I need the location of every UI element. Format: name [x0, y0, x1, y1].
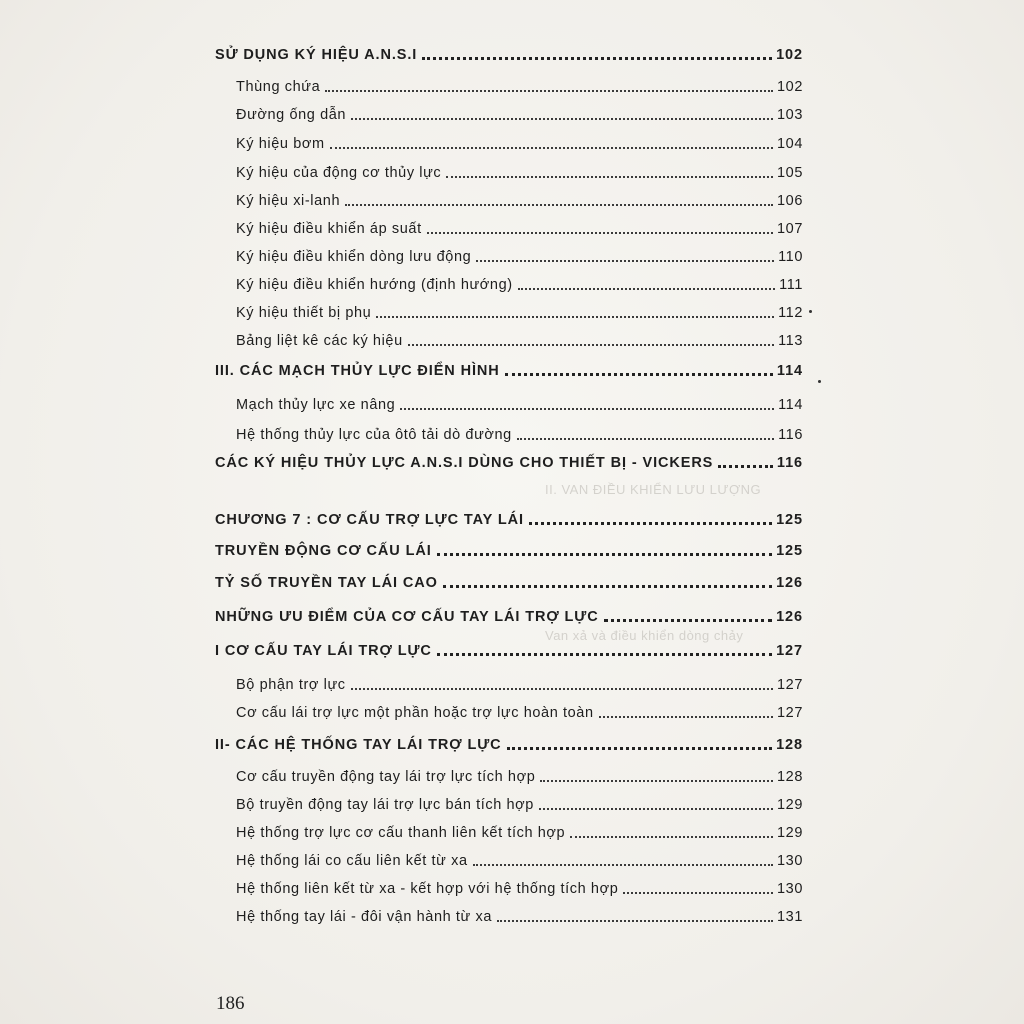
toc-entry-label: Mạch thủy lực xe nâng	[236, 397, 396, 413]
toc-entry-page-number: 104	[777, 136, 803, 152]
toc-entry-page-number: 105	[777, 165, 803, 181]
toc-entry	[236, 672, 803, 694]
dot-leader	[540, 780, 773, 782]
toc-entry-label: Hệ thống tay lái - đôi vận hành từ xa	[236, 909, 492, 925]
toc-entry-page-number: 110	[778, 249, 803, 265]
toc-entry-label: Bộ phận trợ lực	[236, 677, 346, 693]
toc-entry-page-number: 129	[777, 825, 803, 841]
toc-entry	[215, 538, 803, 560]
toc-entry-label: Đường ống dẫn	[236, 107, 347, 123]
toc-entry-page-number: 128	[777, 769, 803, 785]
toc-entry-label: Hệ thống liên kết từ xa - kết hợp với hệ thống tích hợp	[236, 881, 619, 897]
dot-leader	[604, 619, 772, 622]
toc-entry-page-number: 127	[777, 705, 803, 721]
toc-entry-page-number: 111	[779, 277, 803, 293]
dot-leader	[497, 920, 773, 922]
toc-entry-page-number: 128	[776, 737, 803, 753]
toc-entry-label: I CƠ CẤU TAY LÁI TRỢ LỰC	[215, 643, 432, 659]
toc-entry-page-number: 114	[778, 397, 803, 413]
dot-leader	[351, 688, 773, 690]
toc-entry	[236, 392, 803, 414]
dot-leader	[437, 553, 772, 556]
dot-leader	[345, 204, 773, 206]
toc-entry	[215, 638, 803, 660]
toc-entry	[215, 450, 803, 472]
toc-entry-label: Cơ cấu lái trợ lực một phần hoặc trợ lực hoàn toàn	[236, 705, 594, 721]
toc-entry-label: Ký hiệu điều khiển dòng lưu động	[236, 249, 472, 265]
dot-leader	[427, 232, 773, 234]
toc-entry-page-number: 106	[777, 193, 803, 209]
toc-entry-label: CHƯƠNG 7 : CƠ CẤU TRỢ LỰC TAY LÁI	[215, 512, 524, 528]
toc-entry	[236, 102, 803, 124]
toc-entry	[215, 570, 803, 592]
toc-entry-page-number: 126	[776, 609, 803, 625]
toc-entry-label: III. CÁC MẠCH THỦY LỰC ĐIỂN HÌNH	[215, 363, 500, 379]
toc-entry-page-number: 107	[777, 221, 803, 237]
dot-leader	[422, 57, 772, 60]
dot-leader	[400, 408, 774, 410]
toc-entry	[236, 216, 803, 238]
toc-entry	[215, 507, 803, 529]
toc-entry-label: Ký hiệu thiết bị phụ	[236, 305, 372, 321]
dot-leader	[718, 465, 773, 468]
bleed-through-text: II. VAN ĐIỀU KHIỂN LƯU LƯỢNG	[545, 482, 762, 497]
dot-leader	[437, 653, 772, 656]
toc-entry	[236, 131, 803, 153]
dot-leader	[570, 836, 773, 838]
toc-entry-page-number: 125	[776, 512, 803, 528]
dot-leader	[518, 288, 775, 290]
toc-entry-page-number: 127	[777, 677, 803, 693]
toc-entry-page-number: 130	[777, 853, 803, 869]
toc-entry	[236, 272, 803, 294]
toc-entry-page-number: 116	[778, 427, 803, 443]
dot-leader	[507, 747, 773, 750]
toc-entry	[236, 244, 803, 266]
dot-leader	[408, 344, 774, 346]
dot-leader	[446, 176, 773, 178]
toc-entry-label: Ký hiệu điều khiển áp suất	[236, 221, 422, 237]
toc-entry	[236, 422, 803, 444]
dot-leader	[517, 438, 774, 440]
toc-entry-page-number: 116	[776, 455, 803, 471]
toc-entry-label: Hệ thống lái co cấu liên kết từ xa	[236, 853, 468, 869]
toc-entry-page-number: 102	[776, 47, 803, 63]
dot-leader	[505, 373, 773, 376]
dot-leader	[473, 864, 773, 866]
toc-entry-page-number: 114	[776, 363, 803, 379]
toc-entry	[236, 300, 803, 322]
toc-entry-page-number: 112	[778, 305, 803, 321]
toc-entry-label: Hệ thống trợ lực cơ cấu thanh liên kết tích hợp	[236, 825, 566, 841]
toc-entry	[215, 732, 803, 754]
toc-entry-label: TRUYỀN ĐỘNG CƠ CẤU LÁI	[215, 543, 432, 559]
toc-entry	[215, 42, 803, 64]
toc-entry-page-number: 126	[776, 575, 803, 591]
dot-leader	[330, 147, 773, 149]
toc-entry-page-number: 102	[777, 79, 803, 95]
toc-entry-page-number: 130	[777, 881, 803, 897]
toc-entry	[236, 904, 803, 926]
toc-entry-label: Thùng chứa	[236, 79, 321, 95]
toc-entry-label: II- CÁC HỆ THỐNG TAY LÁI TRỢ LỰC	[215, 737, 502, 753]
toc-entry-page-number: 127	[776, 643, 803, 659]
toc-entry	[236, 160, 803, 182]
page-number: 186	[216, 993, 245, 1014]
toc-entry-page-number: 129	[777, 797, 803, 813]
toc-entry	[236, 820, 803, 842]
toc-entry	[236, 700, 803, 722]
toc-entry	[236, 188, 803, 210]
toc-entry	[236, 792, 803, 814]
toc-entry	[215, 358, 803, 380]
toc-entry-label: Bảng liệt kê các ký hiệu	[236, 333, 403, 349]
dot-leader	[376, 316, 774, 318]
dot-leader	[599, 716, 773, 718]
toc-entry-page-number: 113	[778, 333, 803, 349]
toc-entry-page-number: 131	[777, 909, 803, 925]
dot-leader	[529, 522, 772, 525]
dot-leader	[539, 808, 773, 810]
toc-entry-label: CÁC KÝ HIỆU THỦY LỰC A.N.S.I DÙNG CHO THIẾT BỊ - VICKERS	[215, 455, 714, 471]
toc-entry-label: Ký hiệu bơm	[236, 136, 325, 152]
toc-entry	[215, 604, 803, 626]
toc-entry-label: SỬ DỤNG KÝ HIỆU A.N.S.I	[215, 47, 418, 63]
toc-entry-page-number: 103	[777, 107, 803, 123]
toc-entry-label: NHỮNG ƯU ĐIỂM CỦA CƠ CẤU TAY LÁI TRỢ LỰC	[215, 609, 599, 625]
toc-entry-label: Ký hiệu của động cơ thủy lực	[236, 165, 442, 181]
toc-entry-label: TỶ SỐ TRUYỀN TAY LÁI CAO	[215, 575, 438, 591]
toc-entry	[236, 328, 803, 350]
toc-entry-page-number: 125	[776, 543, 803, 559]
toc-entry-label: Ký hiệu điều khiển hướng (định hướng)	[236, 277, 513, 293]
dot-leader	[623, 892, 773, 894]
dot-leader	[476, 260, 774, 262]
dot-leader	[351, 118, 773, 120]
toc-entry	[236, 876, 803, 898]
toc-entry	[236, 764, 803, 786]
bleed-through-text: Van xả và điều khiển dòng chảy	[545, 628, 744, 643]
toc-entry-label: Bộ truyền động tay lái trợ lực bán tích hợp	[236, 797, 534, 813]
toc-entry-label: Ký hiệu xi-lanh	[236, 193, 341, 209]
dot-leader	[443, 585, 772, 588]
toc-entry	[236, 74, 803, 96]
dot-leader	[325, 90, 773, 92]
toc-entry-label: Hệ thống thủy lực của ôtô tải dò đường	[236, 427, 512, 443]
toc-entry	[236, 848, 803, 870]
toc-entry-label: Cơ cấu truyền động tay lái trợ lực tích hợp	[236, 769, 536, 785]
